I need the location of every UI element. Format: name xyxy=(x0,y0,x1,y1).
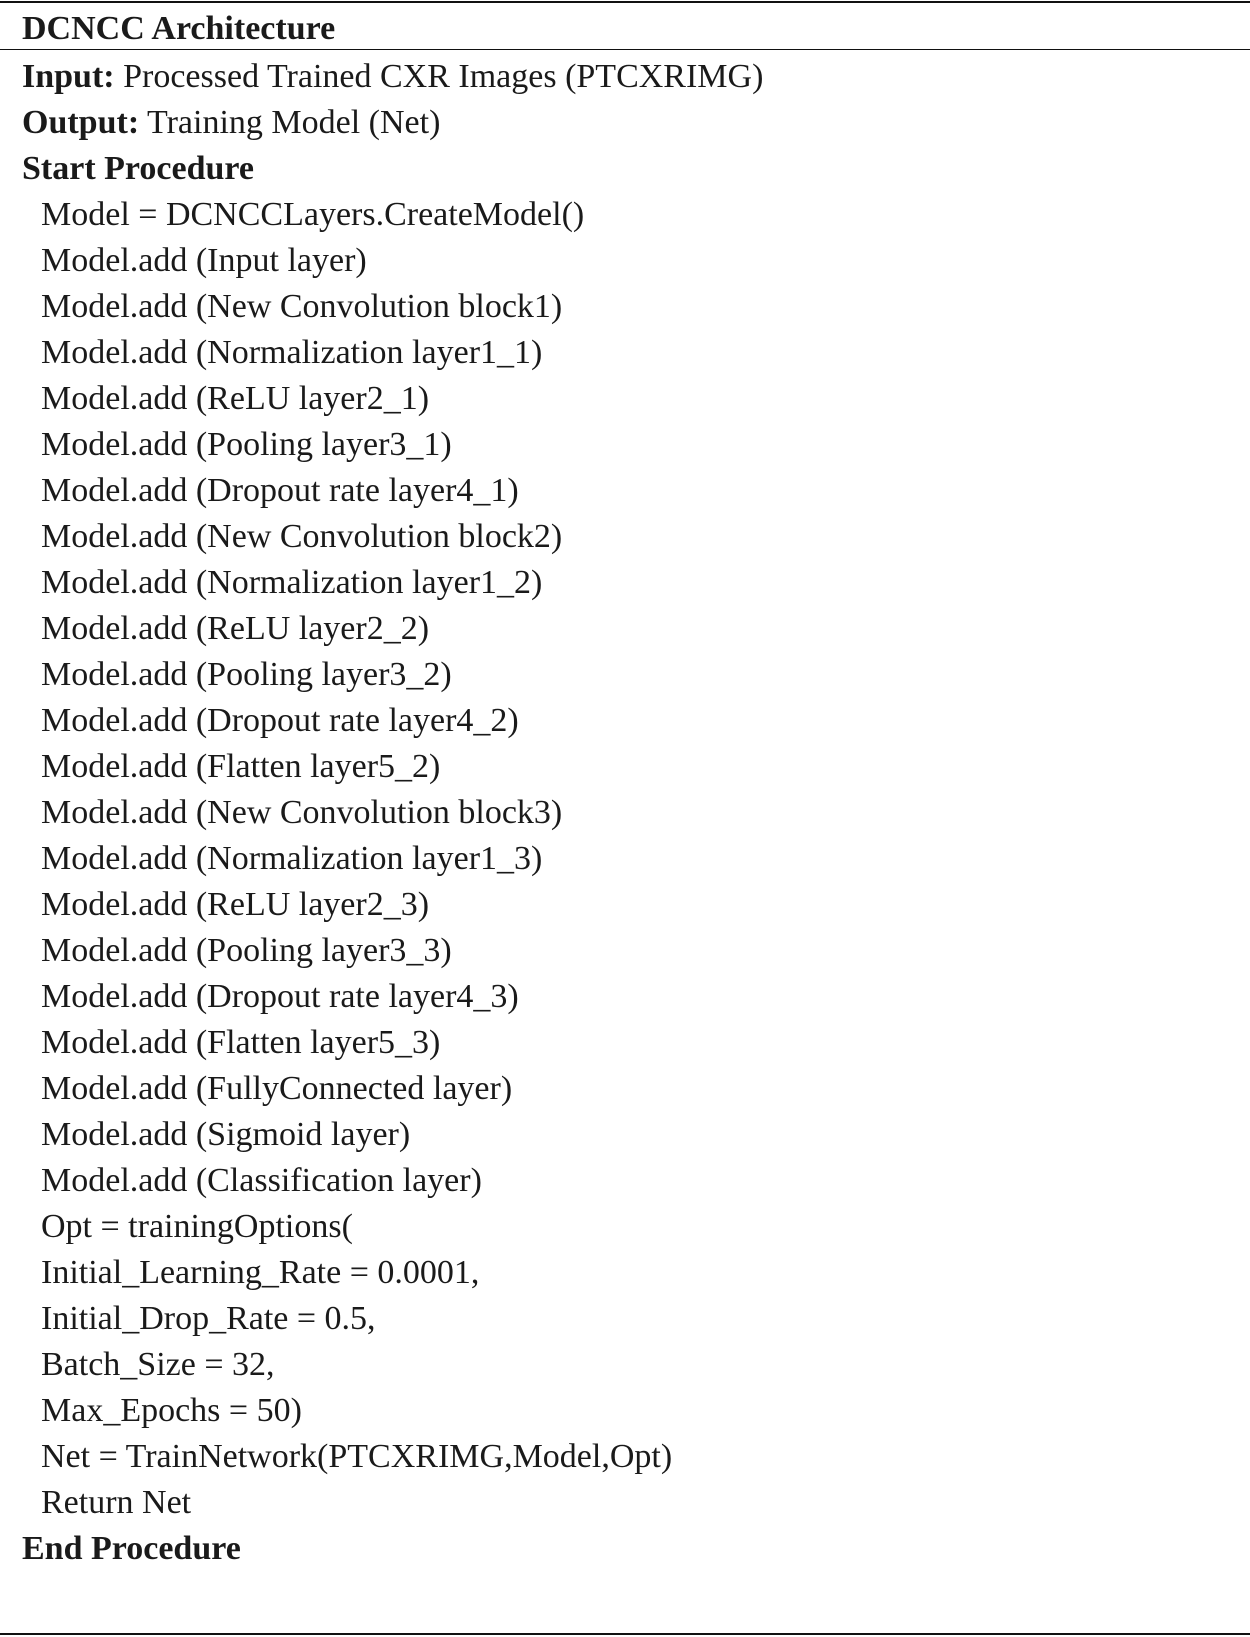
step-line: Model.add (ReLU layer2_3) xyxy=(41,886,430,923)
step-line: Model.add (Flatten layer5_3) xyxy=(41,1024,441,1061)
step-line: Model.add (ReLU layer2_2) xyxy=(41,610,430,647)
step-line: Model.add (New Convolution block2) xyxy=(41,518,563,555)
step-line: Model.add (Pooling layer3_2) xyxy=(41,656,452,693)
header-rule xyxy=(0,49,1250,50)
step-line: Model.add (Classification layer) xyxy=(41,1162,482,1199)
start-procedure: Start Procedure xyxy=(22,150,254,187)
step-line: Initial_Drop_Rate = 0.5, xyxy=(41,1300,376,1337)
step-line: Model.add (Normalization layer1_2) xyxy=(41,564,543,601)
input-value: Processed Trained CXR Images (PTCXRIMG) xyxy=(123,58,764,95)
top-rule xyxy=(0,1,1250,3)
step-line: Model.add (Dropout rate layer4_1) xyxy=(41,472,519,509)
step-line: Model.add (Dropout rate layer4_2) xyxy=(41,702,519,739)
step-line: Net = TrainNetwork(PTCXRIMG,Model,Opt) xyxy=(41,1438,673,1475)
bottom-rule xyxy=(0,1633,1250,1635)
step-line: Opt = trainingOptions( xyxy=(41,1208,353,1245)
input-label: Input: xyxy=(22,58,115,95)
step-line: Model.add (ReLU layer2_1) xyxy=(41,380,430,417)
step-line: Model.add (FullyConnected layer) xyxy=(41,1070,513,1107)
step-line: Model.add (Input layer) xyxy=(41,242,367,279)
step-line: Initial_Learning_Rate = 0.0001, xyxy=(41,1254,480,1291)
output-value: Training Model (Net) xyxy=(147,104,441,141)
step-line: Model.add (New Convolution block1) xyxy=(41,288,563,325)
step-line: Return Net xyxy=(41,1484,192,1521)
step-line: Max_Epochs = 50) xyxy=(41,1392,302,1429)
step-line: Model.add (Flatten layer5_2) xyxy=(41,748,441,785)
step-line: Model.add (Dropout rate layer4_3) xyxy=(41,978,519,1015)
algorithm-title: DCNCC Architecture xyxy=(22,10,336,47)
step-line: Model.add (Normalization layer1_3) xyxy=(41,840,543,877)
output-line xyxy=(22,99,440,147)
step-line: Model = DCNCCLayers.CreateModel() xyxy=(41,196,585,233)
step-line: Model.add (Pooling layer3_1) xyxy=(41,426,452,463)
step-line: Model.add (Sigmoid layer) xyxy=(41,1116,411,1153)
step-line: Model.add (Pooling layer3_3) xyxy=(41,932,452,969)
step-line: Batch_Size = 32, xyxy=(41,1346,275,1383)
end-procedure: End Procedure xyxy=(22,1530,241,1567)
step-line: Model.add (Normalization layer1_1) xyxy=(41,334,543,371)
input-line xyxy=(22,53,763,101)
step-line: Model.add (New Convolution block3) xyxy=(41,794,563,831)
output-label: Output: xyxy=(22,104,140,141)
